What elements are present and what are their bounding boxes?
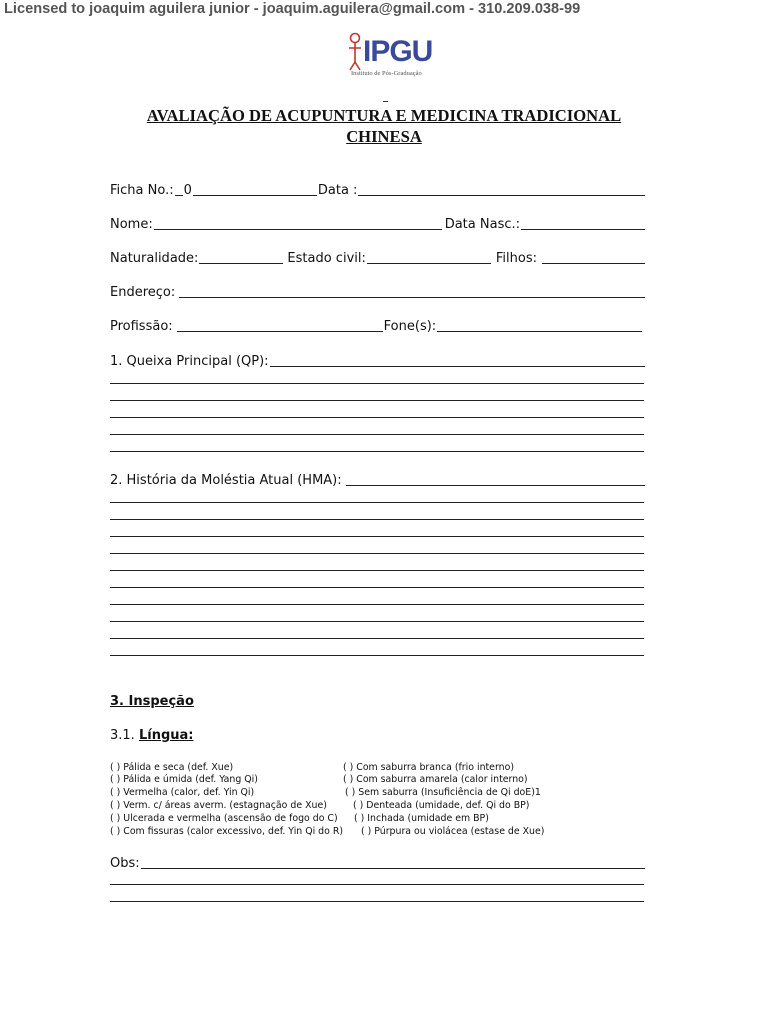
- hma-line[interactable]: [110, 621, 644, 622]
- data-nasc-field[interactable]: [521, 229, 645, 230]
- lingua-option[interactable]: ( ) Ulcerada e vermelha (ascensão de fogo do C): [110, 813, 338, 824]
- ficha-label: Ficha No.:: [110, 183, 174, 198]
- ficha-field[interactable]: [193, 195, 317, 196]
- ficha-row: [110, 179, 646, 199]
- filhos-label: Filhos:: [495, 251, 537, 266]
- lingua-number: 3.1.: [110, 728, 135, 743]
- hma-line[interactable]: [110, 587, 644, 588]
- hma-line[interactable]: [110, 638, 644, 639]
- hma-field[interactable]: [346, 485, 645, 486]
- nome-row: [110, 213, 646, 233]
- license-watermark: Licensed to joaquim aguilera junior - joaquim.aguilera@gmail.com - 310.209.038-99: [4, 1, 581, 17]
- fones-label: Fone(s):: [383, 319, 437, 334]
- hma-line[interactable]: [110, 655, 644, 656]
- hma-line[interactable]: [110, 553, 644, 554]
- lingua-option[interactable]: ( ) Denteada (umidade, def. Qi do BP): [353, 800, 530, 811]
- lingua-option[interactable]: ( ) Pálida e úmida (def. Yang Qi): [110, 774, 258, 785]
- ficha-pre-blank[interactable]: [175, 195, 183, 196]
- hma-line[interactable]: [110, 519, 644, 520]
- profissao-label: Profissão:: [110, 319, 173, 334]
- nome-field[interactable]: [154, 229, 442, 230]
- obs-line[interactable]: [110, 901, 644, 902]
- data-nasc-label: Data Nasc.:: [444, 217, 520, 232]
- hma-label: 2. História da Moléstia Atual (HMA):: [110, 473, 342, 488]
- page-title-cont: CHINESA: [346, 127, 422, 146]
- lingua-option[interactable]: ( ) Verm. c/ áreas averm. (estagnação de Xue): [110, 800, 327, 811]
- estado-civil-label: Estado civil:: [287, 251, 366, 266]
- lingua-option[interactable]: ( ) Com fissuras (calor excessivo, def. Yin Qi do R): [110, 826, 344, 837]
- lingua-option[interactable]: ( ) Sem saburra (Insuficiência de Qi doE)1: [345, 787, 541, 798]
- ficha-value: 0: [183, 183, 192, 198]
- data-field[interactable]: [358, 195, 645, 196]
- naturalidade-field[interactable]: [199, 263, 283, 264]
- obs-line[interactable]: [110, 884, 644, 885]
- hma-line[interactable]: [110, 604, 644, 605]
- hma-line[interactable]: [110, 536, 644, 537]
- endereco-row: [110, 281, 646, 301]
- page-title: AVALIAÇÃO DE ACUPUNTURA E MEDICINA TRADICIONAL: [146, 106, 622, 125]
- qp-line[interactable]: [110, 434, 644, 435]
- title-mark: [383, 101, 388, 102]
- obs-row: [110, 852, 646, 872]
- profissao-row: [110, 315, 646, 335]
- hma-row: [110, 469, 646, 489]
- endereco-label: Endereço:: [110, 285, 176, 300]
- profissao-field[interactable]: [177, 331, 383, 332]
- qp-label: 1. Queixa Principal (QP):: [110, 354, 269, 369]
- qp-row: [110, 350, 646, 370]
- logo-text: IPGU: [363, 35, 433, 68]
- estado-civil-field[interactable]: [367, 263, 491, 264]
- inspecao-heading: 3. Inspeção: [110, 694, 194, 709]
- fones-field[interactable]: [437, 331, 642, 332]
- qp-line[interactable]: [110, 417, 644, 418]
- qp-field[interactable]: [270, 366, 645, 367]
- lingua-heading: [110, 728, 193, 743]
- data-label: Data :: [317, 183, 358, 198]
- naturalidade-row: [110, 247, 646, 267]
- qp-line[interactable]: [110, 451, 644, 452]
- obs-field[interactable]: [141, 868, 645, 869]
- lingua-option[interactable]: ( ) Inchada (umidade em BP): [354, 813, 489, 824]
- qp-line[interactable]: [110, 400, 644, 401]
- hma-line[interactable]: [110, 570, 644, 571]
- naturalidade-label: Naturalidade:: [110, 251, 199, 266]
- obs-label: Obs:: [110, 856, 140, 871]
- lingua-option[interactable]: ( ) Vermelha (calor, def. Yin Qi): [110, 787, 255, 798]
- lingua-option[interactable]: ( ) Púrpura ou violácea (estase de Xue): [361, 826, 545, 837]
- hma-line[interactable]: [110, 502, 644, 503]
- lingua-option[interactable]: ( ) Com saburra amarela (calor interno): [343, 774, 528, 785]
- qp-line[interactable]: [110, 383, 644, 384]
- nome-label: Nome:: [110, 217, 153, 232]
- logo-subtitle: Instituto de Pós-Graduação: [351, 70, 422, 77]
- lingua-title: Língua:: [138, 728, 194, 743]
- lingua-option[interactable]: ( ) Pálida e seca (def. Xue): [110, 762, 234, 773]
- filhos-field[interactable]: [542, 263, 645, 264]
- ipgu-logo: [343, 32, 433, 82]
- endereco-field[interactable]: [179, 297, 645, 298]
- lingua-option[interactable]: ( ) Com saburra branca (frio interno): [343, 762, 514, 773]
